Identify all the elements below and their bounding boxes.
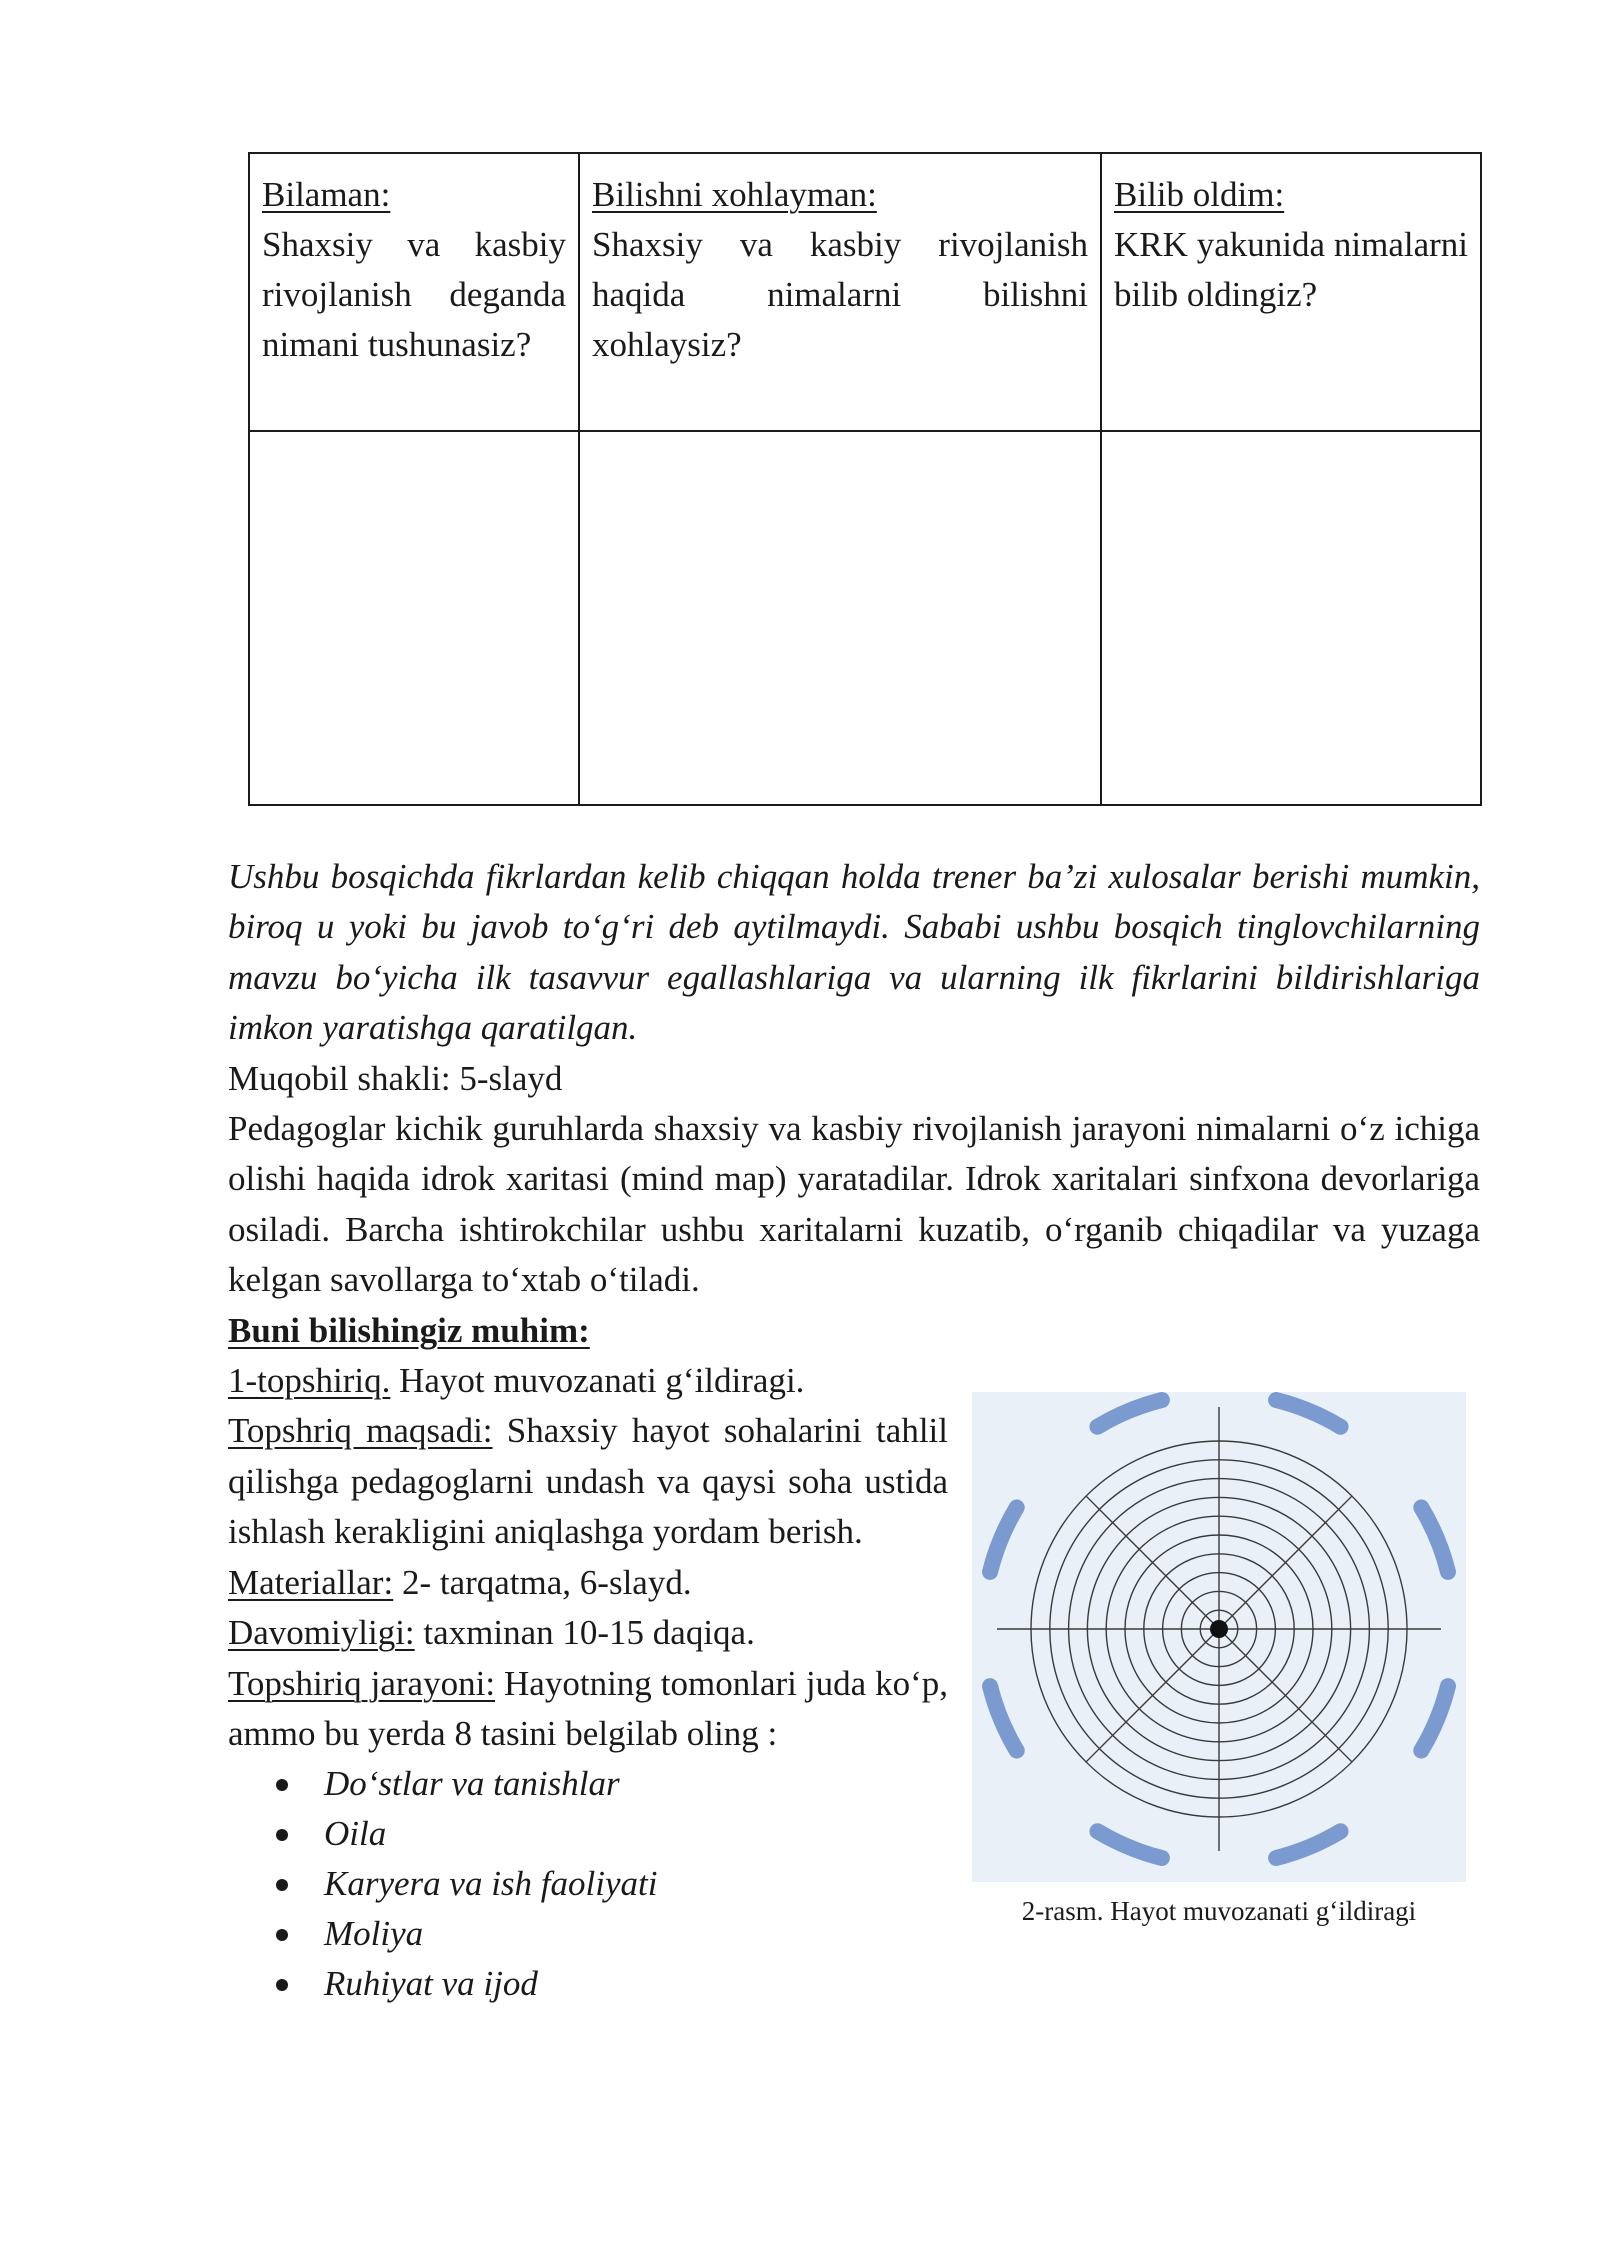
task-materials — [228, 1558, 948, 1608]
kwl-text-know: Shaxsiy va kasbiy rivojlanish deganda nimani tushunasiz? — [262, 225, 566, 364]
list-item: Do‘stlar va tanishlar — [228, 1759, 1480, 1809]
pedagog-paragraph: Pedagoglar kichik guruhlarda shaxsiy va kasbiy rivojlanish jarayoni nimalarni o‘z ichiga olishi haqida idrok xaritasi (mind map) yaratadilar. Idrok xaritalari sinfxona devorlariga osiladi. Barcha ishtirokchilar ushbu xaritalarni kuzatib, o‘rganib chiqadilar va yuzaga kelgan savollarga to‘xtab o‘tiladi. — [228, 1109, 1480, 1300]
kwl-answer-learned[interactable] — [1101, 431, 1481, 805]
life-balance-wheel-image — [972, 1392, 1466, 1882]
trainer-note-paragraph: Ushbu bosqichda fikrlardan kelib chiqqan holda trener ba’zi xulosalar berishi mumkin, biroq u yoki bu javob to‘g‘ri deb aytilmaydi. Sababi ushbu bosqich tinglovchilarning mavzu bo‘yicha ilk tasavvur egallashlariga va ularning ilk fikrlarini bildirishlariga imkon yaratishga qaratilgan. — [228, 857, 1480, 1048]
kwl-table — [248, 152, 1482, 806]
important-heading: Buni bilishingiz muhim: — [228, 1310, 590, 1350]
list-item: Karyera va ish faoliyati — [228, 1859, 1480, 1909]
task-process — [228, 1659, 948, 1760]
kwl-heading-know: Bilaman: — [262, 175, 391, 214]
kwl-heading-learned: Bilib oldim: — [1114, 175, 1285, 214]
task-title — [228, 1356, 948, 1406]
kwl-header-row — [249, 153, 1481, 431]
life-balance-figure — [972, 1392, 1472, 1928]
list-item: Oila — [228, 1809, 1480, 1859]
figure-caption: 2-rasm. Hayot muvozanati g‘ildiragi — [1021, 1896, 1417, 1926]
task-title-text: Hayot muvozanati g‘ildiragi. — [399, 1361, 805, 1401]
task-duration — [228, 1608, 948, 1658]
kwl-answer-row — [249, 431, 1481, 805]
wheel-center-dot — [1210, 1620, 1228, 1638]
kwl-cell-want — [579, 153, 1101, 431]
kwl-cell-know — [249, 153, 579, 431]
task-process-text: Hayotning tomonlari juda ko‘p, ammo bu yerda 8 tasini belgilab oling : — [228, 1663, 948, 1753]
kwl-text-learned: KRK yakunida nimalarni bilib oldingiz? — [1114, 225, 1468, 314]
task-goal — [228, 1406, 948, 1557]
task-materials-label: Materiallar: — [228, 1562, 394, 1602]
task-duration-label: Davomiyligi: — [228, 1613, 415, 1653]
list-item: Moliya — [228, 1909, 1480, 1959]
task-block — [228, 1356, 948, 1759]
list-item: Ruhiyat va ijod — [228, 1959, 1480, 2009]
kwl-heading-want: Bilishni xohlayman: — [592, 175, 877, 214]
kwl-text-want: Shaxsiy va kasbiy rivojlanish haqida nimalarni bilishni xohlaysiz? — [592, 225, 1088, 364]
task-goal-text: Shaxsiy hayot sohalarini tahlil qilishga pedagoglarni undash va qaysi soha ustida ishlash kerakligini aniqlashga yordam berish. — [228, 1411, 948, 1552]
task-duration-text: taxminan 10-15 daqiqa. — [423, 1613, 755, 1653]
task-materials-text: 2- tarqatma, 6-slayd. — [401, 1562, 692, 1602]
task-title-label: 1-topshiriq. — [228, 1361, 391, 1401]
task-goal-label: Topshriq maqsadi: — [228, 1411, 493, 1451]
kwl-answer-want[interactable] — [579, 431, 1101, 805]
kwl-cell-learned — [1101, 153, 1481, 431]
alternative-form-line: Muqobil shakli: 5-slayd — [228, 1058, 563, 1098]
task-process-label: Topshiriq jarayoni: — [228, 1663, 496, 1703]
kwl-answer-know[interactable] — [249, 431, 579, 805]
